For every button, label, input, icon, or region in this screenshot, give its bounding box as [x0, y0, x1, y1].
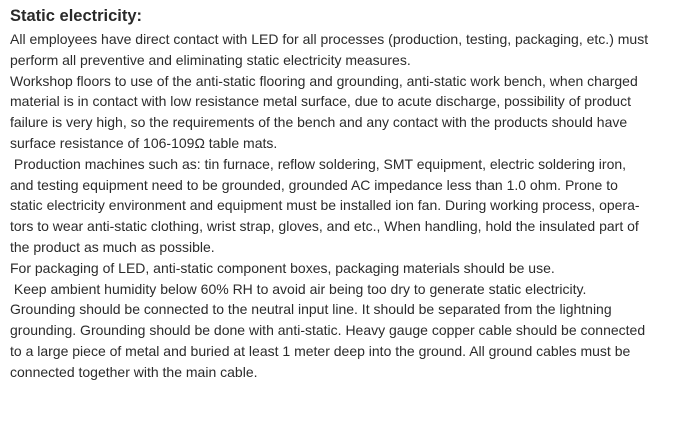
text-line: Keep ambient humidity below 60% RH to avoid air being too dry to generate static electricity.: [10, 280, 587, 297]
text-line: For packaging of LED, anti-static component boxes, packaging materials should be use.: [10, 259, 555, 276]
text-line: perform all preventive and eliminating static electricity measures.: [10, 51, 411, 68]
text-line: connected together with the main cable.: [10, 363, 258, 380]
text-line: and testing equipment need to be grounded, grounded AC impedance less than 1.0 ohm. Prone to: [10, 176, 618, 193]
text-line: to a large piece of metal and buried at least 1 meter deep into the ground. All ground cables must be: [10, 342, 631, 359]
text-line: failure is very high, so the requirements of the bench and any contact with the products should have: [10, 114, 628, 131]
text-line: tors to wear anti-static clothing, wrist strap, gloves, and etc., When handling, hold the insulated part of: [10, 218, 639, 235]
text-line: Workshop floors to use of the anti-static flooring and grounding, anti-static work bench, when charged: [10, 72, 638, 89]
text-line: static electricity environment and equipment must be installed ion fan. During working process, opera-: [10, 197, 640, 214]
paragraph-lines: [10, 29, 698, 383]
text-line: All employees have direct contact with LED for all processes (production, testing, packaging, etc.) must: [10, 31, 649, 47]
text-line: grounding. Grounding should be done with anti-static. Heavy gauge copper cable should be connected: [10, 322, 646, 339]
text-line: surface resistance of 106-109Ω table mats.: [10, 134, 278, 151]
text-line: material is in contact with low resistance metal surface, due to acute discharge, possibility of product: [10, 93, 631, 110]
text-line: Production machines such as: tin furnace, reflow soldering, SMT equipment, electric soldering iron,: [10, 155, 627, 172]
section-heading: Static electricity:: [10, 7, 143, 25]
document-body: [10, 4, 698, 383]
text-line: Grounding should be connected to the neutral input line. It should be separated from the lightning: [10, 301, 612, 318]
text-line: the product as much as possible.: [10, 238, 215, 255]
